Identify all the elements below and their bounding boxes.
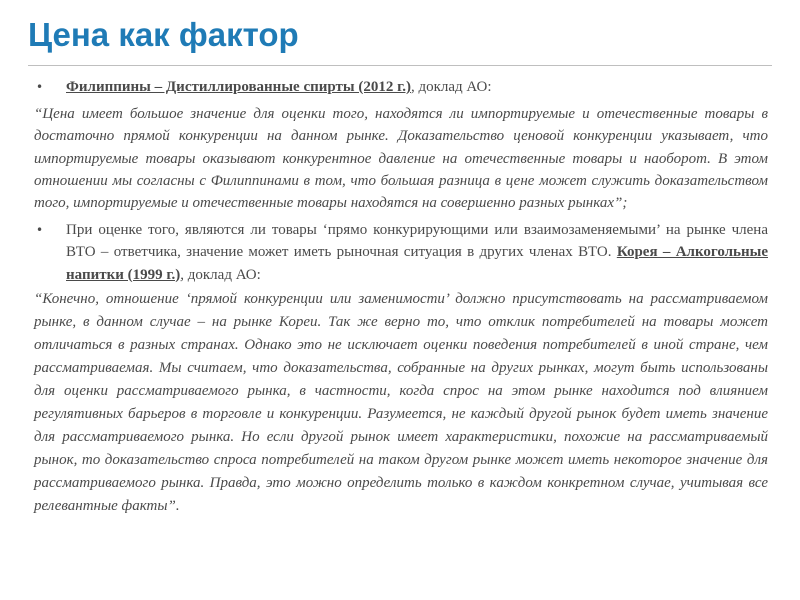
bullet-text-main: При оценке того, являются ли товары ‘прямо конкурирующими или взаимозаменяемыми’ на рынке члена ВТО – ответчика, значение может иметь рыночная ситуация в других членах ВТО.: [66, 222, 768, 261]
slide-content: [34, 76, 768, 523]
slide-title: Цена как фактор: [28, 16, 299, 53]
case-reference-korea[interactable]: Корея – Алкогольные напитки (1999 г.): [66, 244, 768, 283]
bullet-marker: •: [36, 80, 44, 94]
bullet-text: [66, 219, 768, 286]
quote-korea: “Конечно, отношение ‘прямой конкуренции или заменимости’ должно присутствовать на рассматриваемом рынке, в данном случае – на рынке Кореи. Так же верно то, что отклик потребителей на товары может отличаться в разных странах. Однако это не исключает оценки поведения потребителей в иной стране, чем рассматриваемая. Мы считаем, что доказательства, собранные на других рынках, могут быть использованы для оценки рассматриваемого рынка, в частности, когда спрос на этом рынке находится под влиянием регулятивных барьеров в торговле и конкуренции. Разумеется, не каждый другой рынок будет иметь значение для рассматриваемого рынка. Но если другой рынок имеет характеристики, похожие на рассматриваемый рынок, то доказательство спроса потребителей на таком другом рынке может иметь некоторое значение для рассматриваемого рынка. Правда, это можно определить только в каждом конкретном случае, учитывая все релевантные факты”.: [34, 290, 768, 514]
bullet-text-rest: , доклад АО:: [180, 266, 261, 283]
case-reference-philippines[interactable]: Филиппины – Дистиллированные спирты (2012 г.): [66, 79, 411, 95]
bullet-text-rest: , доклад АО:: [410, 79, 492, 95]
title-divider: [28, 65, 772, 66]
bullet-item-korea: [34, 219, 768, 286]
bullet-text: [66, 76, 768, 98]
quote-philippines: “Цена имеет большое значение для оценки того, находятся ли импортируемые и отечественные товары в достаточно прямой конкуренции на данном рынке. Доказательство ценовой конкуренции указывает, что импортируемые товары оказывают конкурентное давление на отечественные товары и наоборот. В этом отношении мы согласны с Филиппинами в том, что большая разница в цене может служить доказательством того, импортируемые и отечественные товары находятся на совершенно разных рынках”;: [34, 106, 768, 212]
bullet-item-philippines: [34, 76, 768, 98]
bullet-marker: •: [36, 223, 44, 238]
